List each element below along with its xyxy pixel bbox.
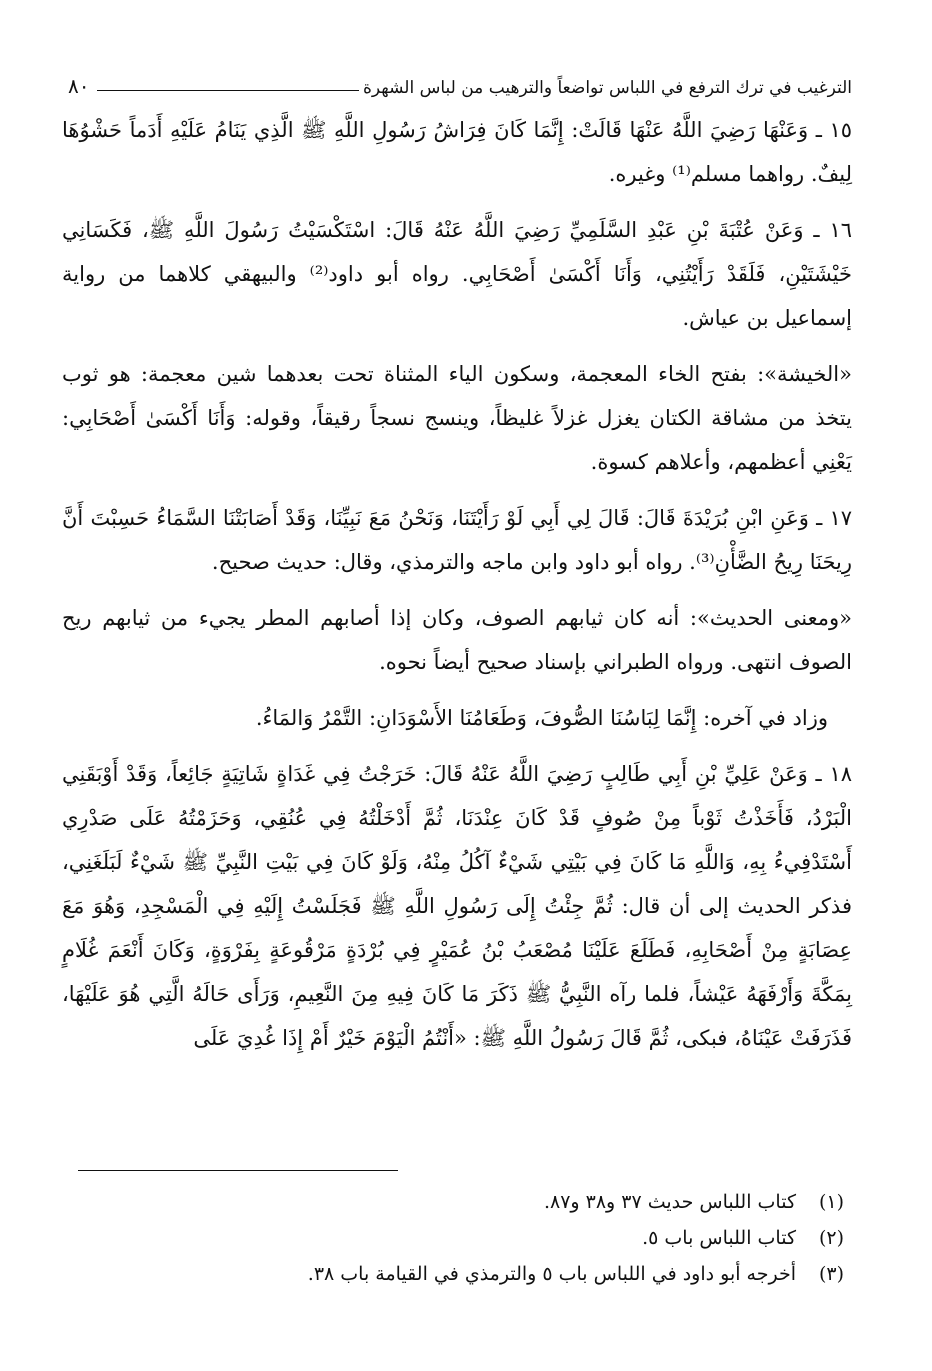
footnote-number: (٣) <box>818 1263 844 1285</box>
book-page <box>62 58 852 1072</box>
addition-paragraph: وزاد في آخره: إِنَّمَا لِبَاسُنَا الصُّوفَ، وَطَعَامُنَا الأَسْوَدَانِ: التَّمْرُ وَالمَاءُ. <box>255 706 828 730</box>
footnote-item <box>84 1256 844 1292</box>
hadith-15-paragraph: ١٥ ـ وَعَنْهَا رَضِيَ اللَّهُ عَنْهَا قَالَتْ: إِنَّمَا كَانَ فِرَاشُ رَسُولِ اللَّهِ ﷺ الَّذِي يَنَامُ عَلَيْهِ أَدَماً حَشْوُهَا لِيفٌ. رواهما مسلم⁽¹⁾ وغيره. <box>62 118 852 186</box>
khaysha-explanation-paragraph: «الخيشة»: بفتح الخاء المعجمة، وسكون الياء المثناة تحت بعدهما شين معجمة: هو ثوب يتخذ من مشاقة الكتان يغزل غزلاً غليظاً، وينسج نسجاً رقيقاً، وقوله: وَأَنَا أَكْسَىٰ أَصْحَابِي: يَعْنِي أعظمهم، وأعلاهم كسوة. <box>62 362 852 474</box>
body-text <box>62 108 852 1060</box>
page-number: ٨٠ <box>68 74 90 98</box>
hadith-17-paragraph: ١٧ ـ وَعَنِ ابْنِ بُرَيْدَةَ قَالَ: قَالَ لِي أَبِي لَوْ رَأَيْتَنَا، وَنَحْنُ مَعَ نَبِيِّنَا، وَقَدْ أَصَابَتْنَا السَّمَاءُ حَسِبْتَ أَنَّ رِيحَنَا رِيحُ الضَّأْنِ⁽³⁾. رواه أبو داود وابن ماجه والترمذي، وقال: حديث صحيح. <box>62 506 852 574</box>
footnote-item <box>84 1184 844 1220</box>
footnotes <box>84 1184 844 1292</box>
header-title: الترغيب في ترك الترفع في اللباس تواضعاً والترهيب من لباس الشهرة <box>363 78 852 98</box>
footnote-text: كتاب اللباس حديث ٣٧ و٣٨ و٨٧. <box>543 1191 796 1213</box>
hadith-16-paragraph: ١٦ ـ وَعَنْ عُتْبَةَ بْنِ عَبْدِ السَّلَمِيِّ رَضِيَ اللَّهُ عَنْهُ قَالَ: اسْتَكْسَيْتُ رَسُولَ اللَّهِ ﷺ، فَكَسَانِي خَيْشَتَيْنِ، فَلَقَدْ رَأَيْتُنِي، وَأَنَا أَكْسَىٰ أَصْحَابِي. رواه أبو داود⁽²⁾ والبيهقي كلاهما من رواية إسماعيل بن عياش. <box>62 218 852 330</box>
hadith-18-paragraph: ١٨ ـ وَعَنْ عَلِيِّ بْنِ أَبِي طَالِبٍ رَضِيَ اللَّهُ عَنْهُ قَالَ: خَرَجْتُ فِي غَدَاةٍ شَاتِيَةٍ جَائِعاً، وَقَدْ أَوْبَقَنِي الْبَرْدُ، فَأَخَذْتُ ثَوْباً مِنْ صُوفٍ قَدْ كَانَ عِنْدَنَا، ثُمَّ أَدْخَلْتُهُ فِي عُنُقِي، وَحَزَمْتُهُ عَلَى صَدْرِي أَسْتَدْفِيءُ بِهِ، وَاللَّهِ مَا كَانَ فِي بَيْتِي شَيْءٌ آكُلُ مِنْهُ، وَلَوْ كَانَ فِي بَيْتِ النَّبِيِّ ﷺ شَيْءٌ لَبَلَغَنِي، فذكر الحديث إلى أن قال: ثُمَّ جِئْتُ إِلَى رَسُولِ اللَّهِ ﷺ فَجَلَسْتُ إِلَيْهِ فِي الْمَسْجِدِ، وَهُوَ مَعَ عِصَابَةٍ مِنْ أَصْحَابِهِ، فَطَلَعَ عَلَيْنَا مُصْعَبُ بْنُ عُمَيْرٍ فِي بُرْدَةٍ مَرْقُوعَةٍ بِفَرْوَةٍ، وَكَانَ أَنْعَمَ غُلَامٍ بِمَكَّةَ وَأَرْفَهَهُ عَيْشاً، فلما رآه النَّبِيُّ ﷺ ذَكَرَ مَا كَانَ فِيهِ مِنَ النَّعِيمِ، وَرَأَى حَالَهُ الَّتِي هُوَ عَلَيْهَا، فَذَرَفَتْ عَيْنَاهُ، فبكى، ثُمَّ قَالَ رَسُولُ اللَّهِ ﷺ: «أَنْتُمُ الْيَوْمَ خَيْرٌ أَمْ إِذَا غُدِيَ عَلَى <box>62 762 852 1050</box>
header-rule <box>97 90 359 91</box>
footnotes-divider <box>78 1170 398 1171</box>
footnote-text: أخرجه أبو داود في اللباس باب ٥ والترمذي في القيامة باب ٣٨. <box>307 1263 796 1285</box>
footnote-number: (١) <box>818 1191 844 1213</box>
running-header <box>62 58 852 98</box>
footnote-item <box>84 1220 844 1256</box>
hadith-meaning-paragraph: «ومعنى الحديث»: أنه كان ثيابهم الصوف، وكان إذا أصابهم المطر يجيء من ثيابهم ريح الصوف انتهى. ورواه الطبراني بإسناد صحيح أيضاً نحوه. <box>62 606 852 674</box>
footnote-number: (٢) <box>818 1227 844 1249</box>
footnote-text: كتاب اللباس باب ٥. <box>642 1227 796 1249</box>
